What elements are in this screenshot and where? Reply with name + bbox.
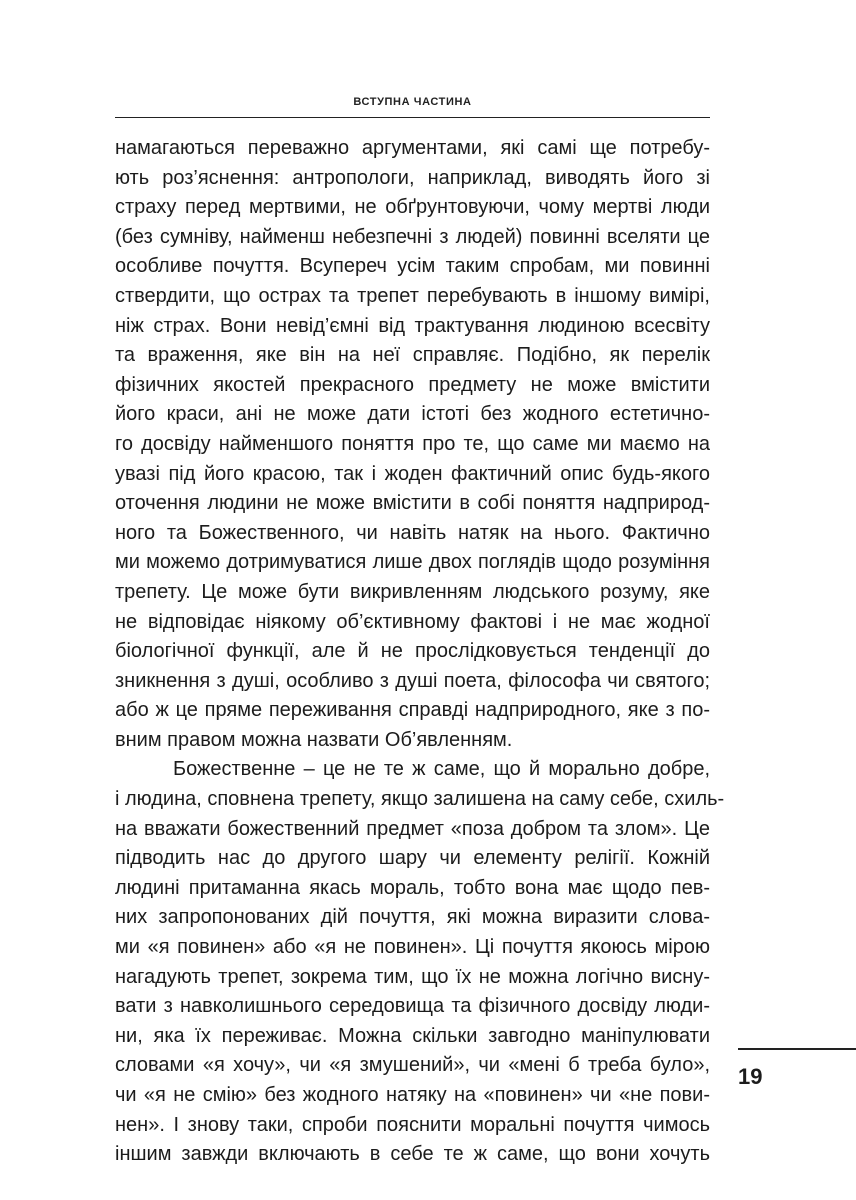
paragraph: [115, 755, 725, 1169]
text-line: вним правом можна назвати Об’явленням.: [115, 728, 513, 751]
text-line: ни, яка їх переживає. Можна скільки завгодно маніпулювати: [115, 1024, 710, 1047]
text-line: не відповідає ніякому об’єктивному фактові і не має жодної: [115, 610, 710, 633]
text-line: його краси, ані не може дати істоті без жодного естетично-: [115, 403, 710, 426]
text-line: та враження, яке він на неї справляє. Подібно, як перелік: [115, 344, 710, 367]
page-number: 19: [738, 1064, 763, 1089]
text-line: увазі під його красою, так і жоден фактичний опис будь-якого: [115, 462, 710, 485]
text-line: страху перед мертвими, не обґрунтовуючи, чому мертві люди: [115, 196, 710, 219]
paragraph: [115, 134, 710, 755]
text-line: фізичних якостей прекрасного предмету не може вмістити: [115, 373, 710, 396]
text-line: словами «я хочу», чи «я змушений», чи «мені б треба було»,: [115, 1054, 710, 1077]
text-line: них запропонованих дій почуття, які можна виразити слова-: [115, 906, 710, 929]
text-line: зникнення з душі, особливо з душі поета, філософа чи святого;: [115, 669, 710, 692]
text-line: Божественне – це не те ж саме, що й морально добре,: [173, 758, 710, 781]
text-line: нагадують трепет, зокрема тим, що їх не можна логічно висну-: [115, 965, 710, 988]
text-line: чи «я не смію» без жодного натяку на «повинен» чи «не пови-: [115, 1084, 710, 1106]
text-line: (без сумніву, найменш небезпечні з людей) повинні вселяти це: [115, 225, 710, 248]
text-line: людині притаманна якась мораль, тобто вона має щодо пев-: [115, 876, 710, 899]
text-line: трепету. Це може бути викривленням людського розуму, яке: [115, 580, 710, 603]
text-line: оточення людини не може вмістити в собі поняття надприрод-: [115, 492, 710, 515]
text-line: го досвіду найменшого поняття про те, що саме ми маємо на: [115, 432, 710, 455]
text-line: намагаються переважно аргументами, які самі ще потребу-: [115, 137, 710, 159]
text-line: і людина, сповнена трепету, якщо залишена на саму себе, схиль-: [115, 788, 725, 811]
running-head: ВСТУПНА ЧАСТИНА: [353, 96, 472, 108]
text-line: ми «я повинен» або «я не повинен». Ці почуття якоюсь мірою: [115, 936, 710, 959]
text-line: ніж страх. Вони невід’ємні від трактування людиною всесвіту: [115, 314, 710, 337]
page-number-rule: [738, 1048, 856, 1050]
header-rule: [115, 117, 710, 118]
text-line: ствердити, що острах та трепет перебувають в іншому вимірі,: [115, 284, 710, 307]
text-line: підводить нас до другого шару чи елементу релігії. Кожній: [115, 847, 710, 870]
body-text: [115, 134, 725, 1170]
text-line: вати з навколишнього середовища та фізичного досвіду люди-: [115, 995, 710, 1018]
text-line: ють роз’яснення: антропологи, наприклад, виводять його зі: [115, 166, 710, 189]
text-line: особливе почуття. Всупереч усім таким спробам, ми повинні: [115, 255, 710, 278]
text-line: іншим завжди включають в себе те ж саме, що вони хочуть: [115, 1143, 710, 1166]
text-line: або ж це пряме переживання справді надприродного, яке з по-: [115, 699, 710, 722]
text-line: нен». І знову таки, спроби пояснити моральні почуття чимось: [115, 1113, 710, 1136]
text-line: ного та Божественного, чи навіть натяк на нього. Фактично: [115, 521, 710, 544]
text-line: ми можемо дотримуватися лише двох поглядів щодо розуміння: [115, 551, 710, 574]
text-line: на вважати божественний предмет «поза добром та злом». Це: [115, 817, 710, 840]
text-line: біологічної функції, але й не прослідковується тенденції до: [115, 640, 710, 663]
